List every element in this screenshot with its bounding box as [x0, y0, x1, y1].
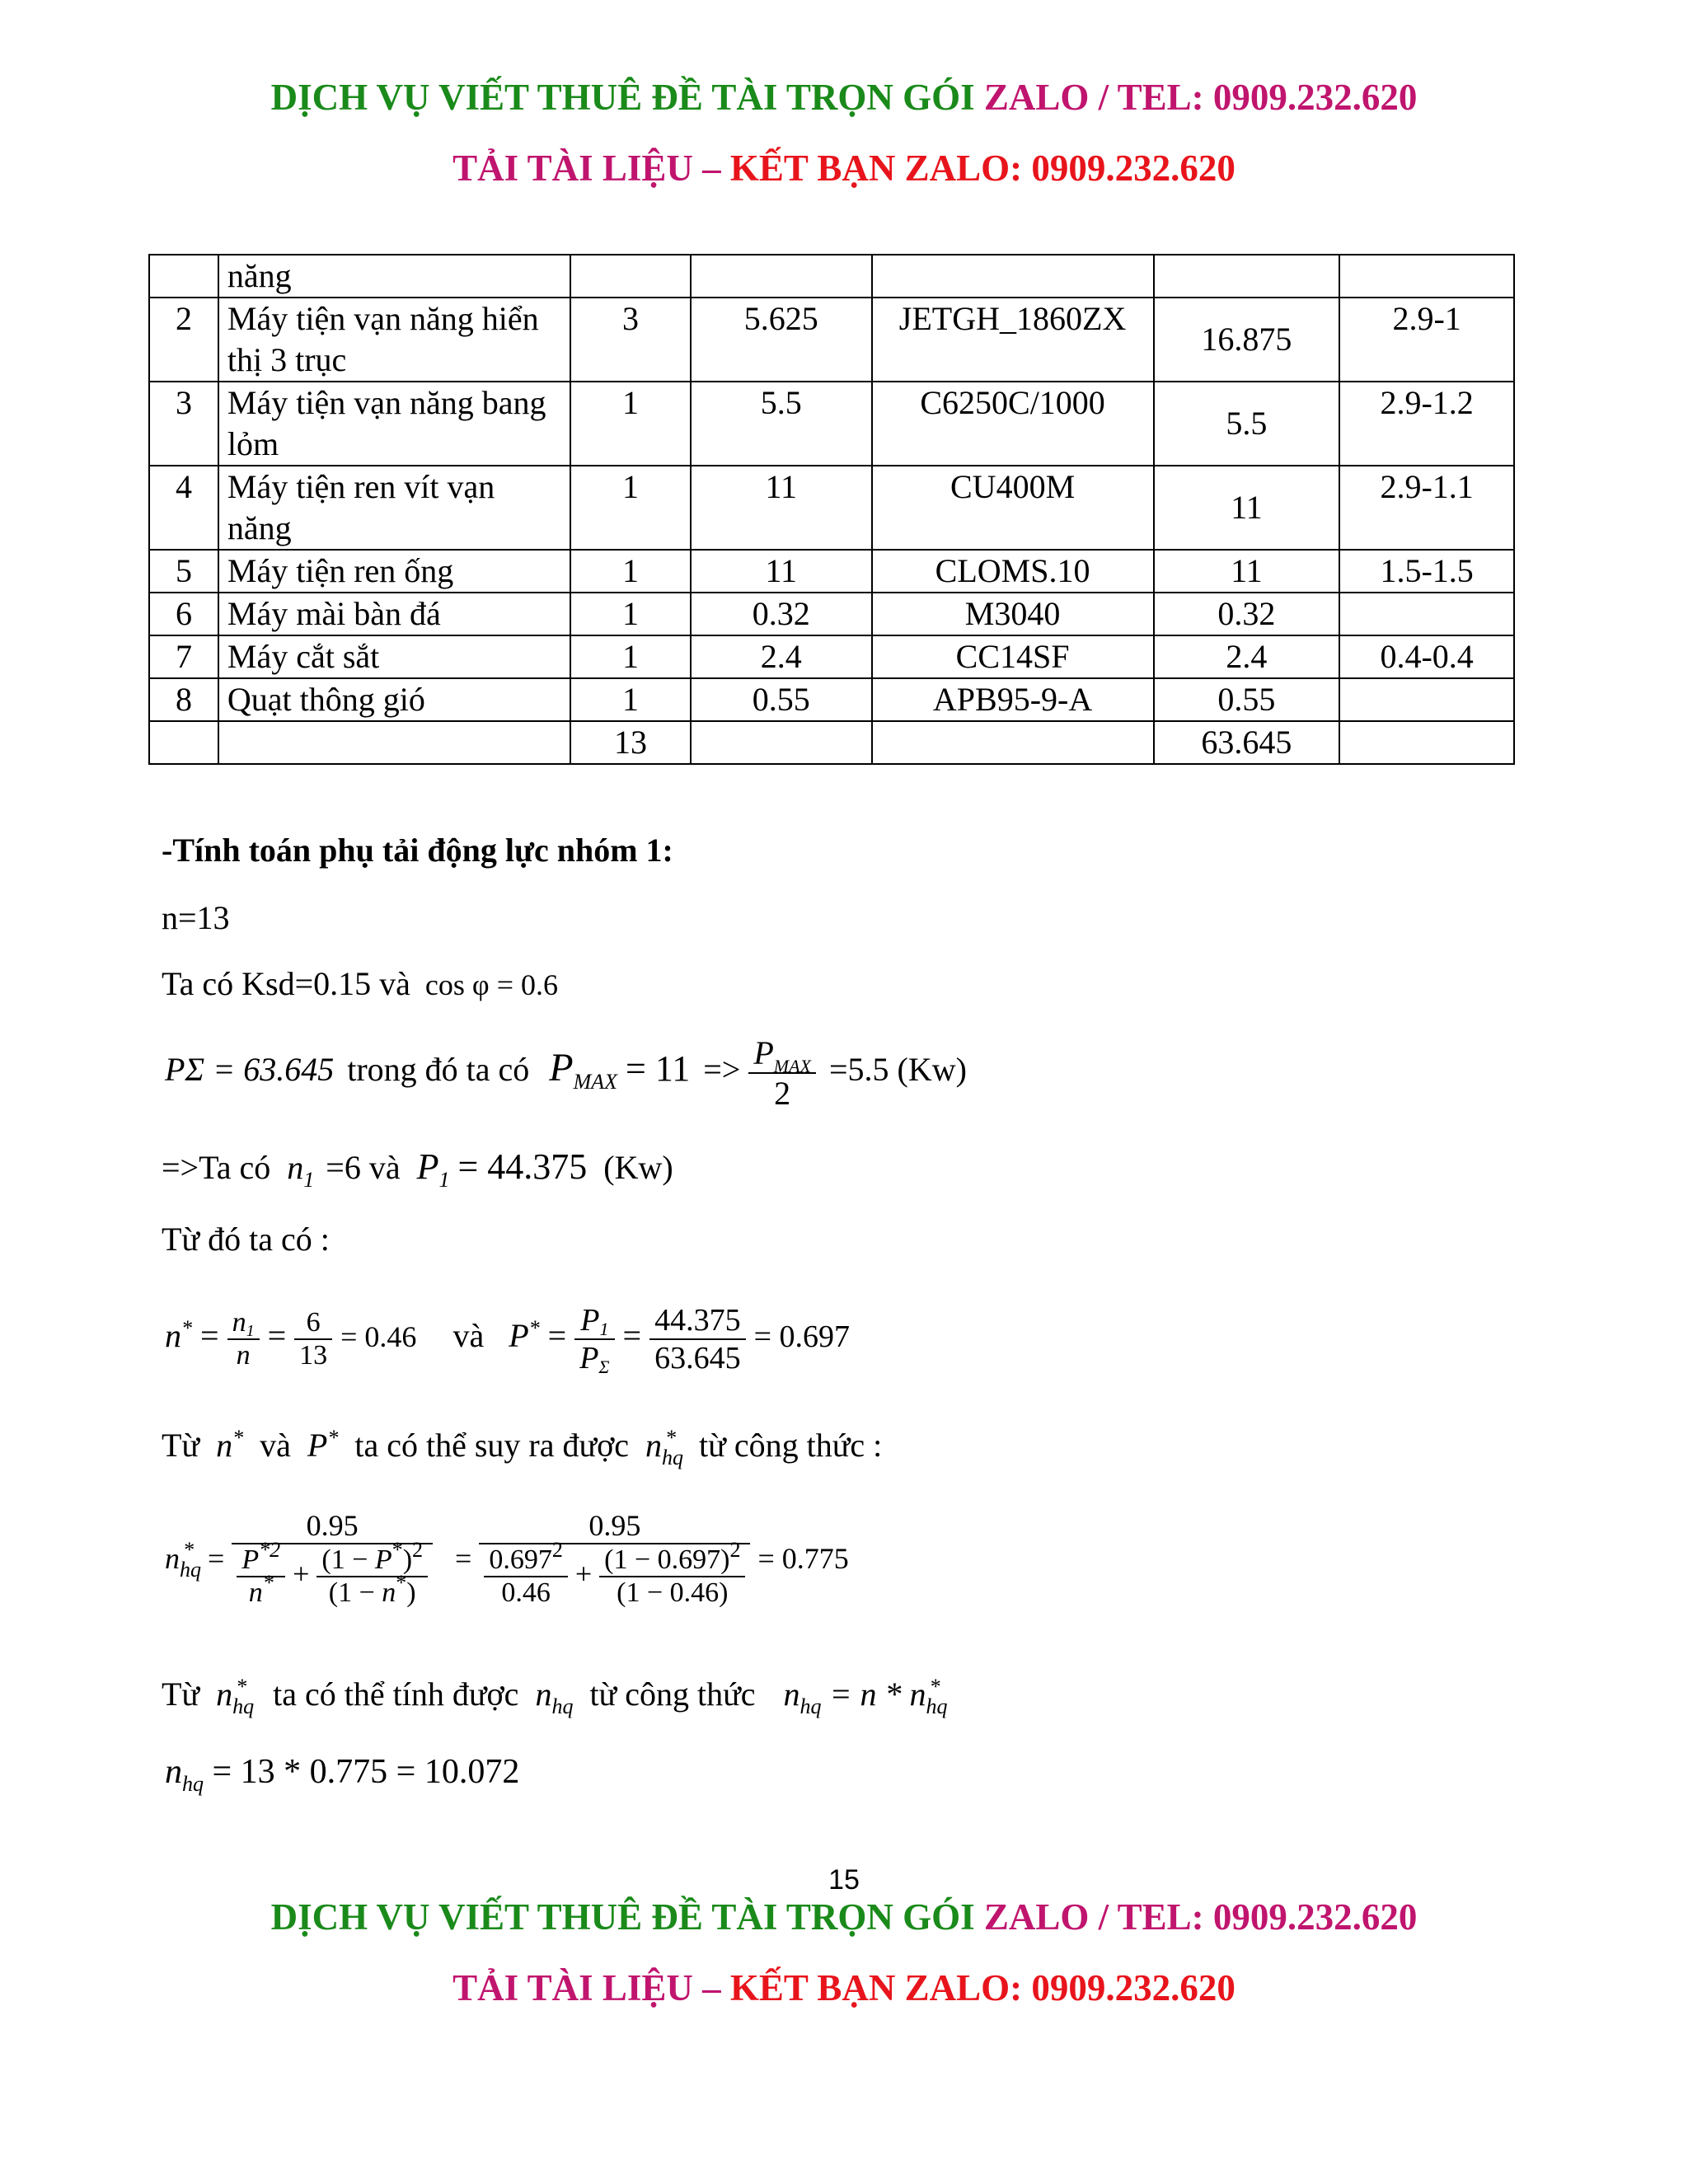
psum-result: =5.5 (Kw)	[828, 1051, 967, 1089]
tu-text: Từ	[162, 1675, 200, 1713]
cell-name: Máy tiện ren vít vạn năng	[218, 466, 570, 550]
cell-no: 6	[149, 593, 218, 635]
nstar-symbol: n*	[216, 1426, 244, 1464]
compute-text: ta có thể tính được	[273, 1675, 519, 1713]
cell-grand-total: 63.645	[1154, 721, 1340, 764]
cell-qty: 1	[570, 635, 691, 678]
table-total-row	[149, 721, 1514, 764]
header-download-text: TẢI TÀI LIỆU –	[452, 148, 721, 189]
nhq-symbol: $n_{hq}$	[165, 1753, 204, 1796]
cell-code	[1339, 721, 1514, 764]
n1-over-n-fraction	[227, 1307, 260, 1371]
numeric-second-term	[599, 1538, 745, 1609]
va-text: và	[260, 1427, 291, 1464]
fraction-numerator: 0.95	[479, 1508, 750, 1544]
cell-code	[1339, 678, 1514, 721]
cell-name: Máy tiện vạn năng bang lỏm	[218, 382, 570, 466]
cell-power: 11	[691, 550, 872, 593]
cell-code: 2.9-1	[1339, 298, 1514, 382]
fraction-numerator: n1	[227, 1307, 260, 1340]
footer-line-2	[0, 1966, 1688, 2009]
footer-zalo-friend: KẾT BẠN ZALO: 0909.232.620	[729, 1967, 1236, 2008]
nhq-star-symbol: $n_{hq}^*$	[216, 1675, 255, 1718]
cell-total: 0.32	[1154, 593, 1340, 635]
footer-download-text: TẢI TÀI LIỆU –	[452, 1967, 721, 2008]
nhq-formula: $n_{hq} = n * n_{hq}^*$	[783, 1675, 948, 1718]
tu-text: Từ	[162, 1427, 200, 1464]
cell-no	[149, 255, 218, 298]
arrow: =>	[703, 1051, 741, 1089]
kw-unit: (Kw)	[603, 1149, 673, 1186]
value-1-minus-0697: (1 − 0.697)	[604, 1544, 730, 1575]
fraction-denominator: n	[236, 1340, 251, 1371]
cell-total: 11	[1154, 550, 1340, 593]
table-row	[149, 382, 1514, 466]
cell-code	[1339, 255, 1514, 298]
fraction-numerator: 6	[294, 1307, 332, 1340]
cell-name	[218, 721, 570, 764]
n1-value: =6 và	[326, 1149, 401, 1186]
cell-qty: 1	[570, 382, 691, 466]
nhq-final-value: = 13 * 0.775 = 10.072	[212, 1753, 520, 1791]
cell-no: 8	[149, 678, 218, 721]
cell-name: Máy cắt sắt	[218, 635, 570, 678]
table-row	[149, 255, 1514, 298]
value-0697: 0.697	[489, 1544, 552, 1575]
cell-no: 7	[149, 635, 218, 678]
n1-intro: =>Ta có	[162, 1149, 271, 1186]
cell-code: 2.9-1.2	[1339, 382, 1514, 466]
cell-total	[1154, 255, 1340, 298]
cell-name: Máy tiện vạn năng hiển thị 3 trục	[218, 298, 570, 382]
cell-code: 2.9-1.1	[1339, 466, 1514, 550]
pmax-half-fraction	[748, 1033, 816, 1113]
footer-line-1	[0, 1896, 1688, 1938]
nhq-symbol: $n_{hq}$	[535, 1675, 574, 1718]
ksd-text: Ta có Ksd=0.15 và	[162, 965, 410, 1002]
page-number: 15	[828, 1864, 860, 1896]
cell-total: 11	[1154, 466, 1340, 550]
cell-model: APB95-9-A	[872, 678, 1154, 721]
table-row	[149, 298, 1514, 382]
cell-qty: 1	[570, 466, 691, 550]
cell-model	[872, 255, 1154, 298]
cell-no	[149, 721, 218, 764]
numeric-first-term	[484, 1538, 568, 1609]
cell-model: CU400M	[872, 466, 1154, 550]
table-row	[149, 678, 1514, 721]
cell-code: 1.5-1.5	[1339, 550, 1514, 593]
cell-no: 3	[149, 382, 218, 466]
pstar-result: = 0.697	[753, 1319, 850, 1355]
fraction-denominator: $\frac{0.697^2}{0.46}$ + $\frac{(1 - 0.697)^2}{(1 - 0.46)}$	[479, 1544, 750, 1609]
pmax-value: = 11	[626, 1048, 691, 1090]
cell-power	[691, 721, 872, 764]
n1-symbol: $n_1$	[287, 1149, 315, 1192]
pstar-symbol: P*	[509, 1316, 540, 1355]
footer-service-text: DỊCH VỤ VIẾT THUÊ ĐỀ TÀI TRỌN GÓI	[270, 1896, 975, 1938]
cell-model: JETGH_1860ZX	[872, 298, 1154, 382]
fraction-denominator: $\frac{P^{*2}}{n^*}$ + $\frac{(1 - P^*)^2}{(1 - n^*)}$	[232, 1544, 433, 1609]
tu-do-line: Từ đó ta có :	[162, 1221, 330, 1258]
fraction-denominator: (1 − n*)	[328, 1571, 416, 1608]
cell-name: Máy tiện ren ống	[218, 550, 570, 593]
fraction-numerator: $P^{*2}$	[237, 1544, 285, 1577]
nstar-result: = 0.46	[340, 1320, 417, 1354]
cell-name: năng	[218, 255, 570, 298]
cell-power: 2.4	[691, 635, 872, 678]
cell-power: 5.5	[691, 382, 872, 466]
nhq-star-formula: $n_{hq}^*$ = 0.95 $\frac{P^{*2}}{n^*}$ + $\frac{(1 - P^*)^2}{(1 - n^*)}$ = 0.95 $\frac{0.697^2}{0.46}$ + $\frac{(1 - 0.697)^2}{(1 - 0.46)}$ = 0.775	[165, 1509, 849, 1608]
six-over-thirteen-fraction	[294, 1307, 332, 1371]
nhq-star-symbol: $n_{hq}^*$	[645, 1426, 684, 1469]
p1-symbol: $P_1$	[416, 1146, 450, 1192]
p1-value: = 44.375	[457, 1146, 588, 1187]
cell-power: 0.55	[691, 678, 872, 721]
cell-no: 2	[149, 298, 218, 382]
one-minus-pstar-fraction	[316, 1538, 428, 1609]
cell-model: CC14SF	[872, 635, 1154, 678]
formula-text: từ công thức :	[699, 1427, 883, 1464]
formula-text: từ công thức	[589, 1675, 756, 1713]
compute-nhq-line	[162, 1675, 948, 1718]
section-heading: -Tính toán phụ tải động lực nhóm 1:	[162, 832, 673, 869]
derive-nhq-line	[162, 1426, 883, 1469]
cell-power	[691, 255, 872, 298]
cell-model	[872, 721, 1154, 764]
nhq-general-fraction	[232, 1508, 433, 1609]
cos-phi-expr: cos φ = 0.6	[424, 968, 558, 1001]
equipment-table	[148, 254, 1515, 765]
cell-total: 5.5	[1154, 382, 1340, 466]
cell-qty: 3	[570, 298, 691, 382]
cell-power: 11	[691, 466, 872, 550]
psum-lhs: PΣ = 63.645	[165, 1051, 335, 1089]
header-line-2	[0, 147, 1688, 190]
header-zalo-tel: ZALO / TEL: 0909.232.620	[983, 77, 1418, 118]
cell-code	[1339, 593, 1514, 635]
pstar2-over-nstar	[237, 1538, 285, 1609]
cell-qty: 1	[570, 550, 691, 593]
fraction-denominator: 2	[774, 1075, 791, 1112]
psum-mid-text: trong đó ta có	[347, 1051, 530, 1089]
cell-power: 0.32	[691, 593, 872, 635]
fraction-numerator: 0.95	[232, 1508, 433, 1544]
cell-total: 2.4	[1154, 635, 1340, 678]
cell-qty: 1	[570, 593, 691, 635]
header-line-1	[0, 76, 1688, 119]
cell-no: 4	[149, 466, 218, 550]
fraction-denominator: 13	[299, 1340, 328, 1371]
table-row	[149, 550, 1514, 593]
cell-model: M3040	[872, 593, 1154, 635]
nhq-star-result: = 0.775	[757, 1542, 849, 1575]
fraction-numerator: $(1 - 0.697)^2$	[599, 1544, 745, 1577]
header-zalo-friend: KẾT BẠN ZALO: 0909.232.620	[729, 148, 1236, 189]
nhq-star-symbol: $n_{hq}^*$	[165, 1538, 201, 1582]
nstar-pstar-line: n* = $\frac{n1}{n}$ = $\frac{6}{13}$ = 0.46 và P* = $\frac{P1}{P\Sigma}$ = $\frac{44.375}{63.645}$ = 0.697	[165, 1303, 850, 1377]
pstar-symbol: P*	[307, 1426, 339, 1464]
cell-power: 5.625	[691, 298, 872, 382]
cell-name: Quạt thông gió	[218, 678, 570, 721]
p1-over-psum-fraction	[574, 1302, 614, 1376]
n1-p1-line	[162, 1146, 673, 1192]
fraction-denominator: 0.46	[501, 1577, 551, 1608]
header-service-text: DỊCH VỤ VIẾT THUÊ ĐỀ TÀI TRỌN GÓI	[270, 77, 975, 118]
fraction-denominator: PΣ	[579, 1341, 610, 1377]
cell-qty	[570, 255, 691, 298]
cell-qty: 1	[570, 678, 691, 721]
fraction-numerator: $P_{MAX}$	[748, 1033, 816, 1074]
derive-text: ta có thể suy ra được	[354, 1427, 630, 1464]
cell-no: 5	[149, 550, 218, 593]
cell-model: C6250C/1000	[872, 382, 1154, 466]
cell-name: Máy mài bàn đá	[218, 593, 570, 635]
cell-model: CLOMS.10	[872, 550, 1154, 593]
table-row	[149, 593, 1514, 635]
table-row	[149, 635, 1514, 678]
fraction-denominator: 63.645	[654, 1341, 741, 1376]
pstar-value-fraction	[649, 1302, 746, 1376]
fraction-numerator: $(1 - P^*)^2$	[316, 1544, 428, 1577]
nstar-symbol: n*	[165, 1316, 192, 1355]
cell-total: 16.875	[1154, 298, 1340, 382]
fraction-denominator: n*	[248, 1571, 274, 1608]
n-value-line: n=13	[162, 899, 230, 936]
cell-code: 0.4-0.4	[1339, 635, 1514, 678]
footer-zalo-tel: ZALO / TEL: 0909.232.620	[983, 1896, 1418, 1938]
ksd-line	[162, 964, 558, 1003]
va-text: và	[452, 1317, 485, 1355]
nhq-numeric-fraction	[479, 1508, 750, 1609]
nhq-final-line	[165, 1752, 520, 1796]
fraction-numerator: 0.697$^2$	[484, 1544, 568, 1577]
pmax-symbol: $P_{MAX}$	[549, 1046, 618, 1094]
fraction-denominator: (1 − 0.46)	[617, 1577, 729, 1608]
cell-qty-total: 13	[570, 721, 691, 764]
table-row	[149, 466, 1514, 550]
cell-total: 0.55	[1154, 678, 1340, 721]
fraction-numerator: P1	[574, 1302, 614, 1340]
psum-line	[165, 1033, 967, 1113]
fraction-numerator: 44.375	[649, 1302, 746, 1340]
